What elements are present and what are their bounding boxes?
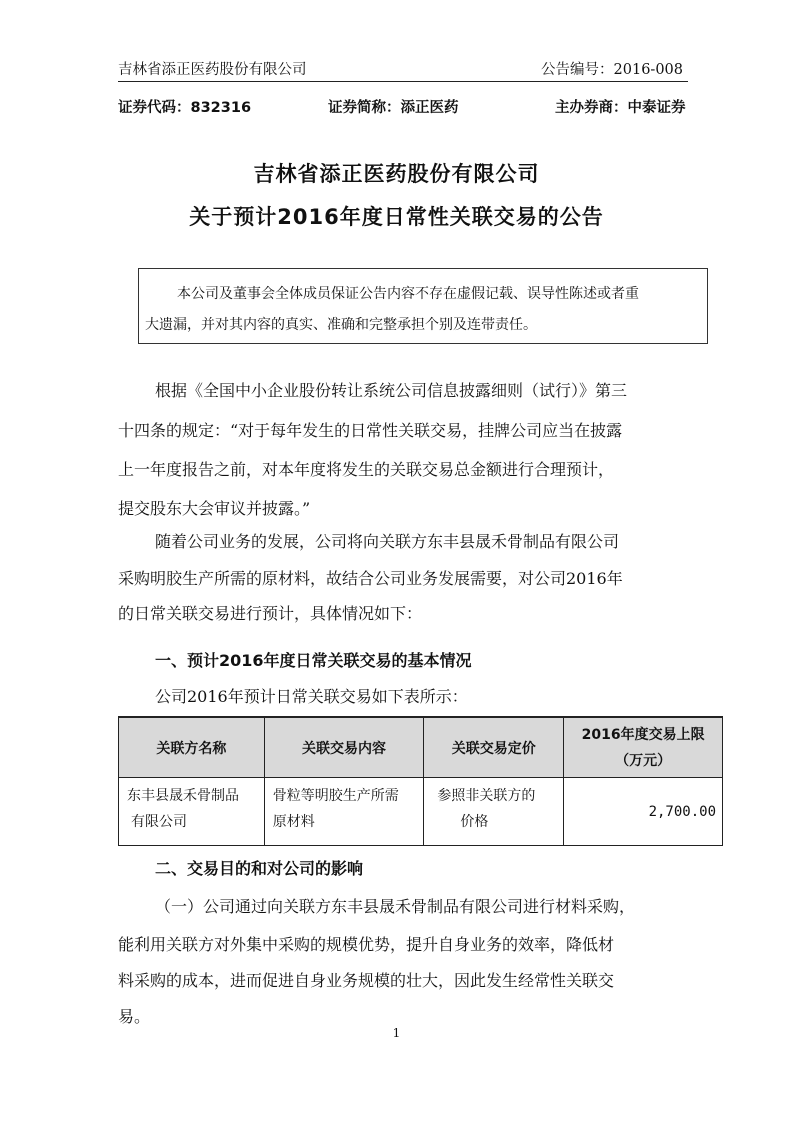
section-heading: 二、交易目的和对公司的影响 [155, 859, 364, 878]
body-text-line: 根据《全国中小企业股份转让系统公司信息披露细则（试行）》第三 [155, 381, 628, 400]
table-header-limit: 2016年度交易上限 [581, 726, 705, 743]
table-cell-content [264, 778, 424, 846]
header-divider [118, 81, 688, 82]
stock-short-name: 证券简称：添正医药 [328, 100, 459, 116]
cell-text: 骨粒等明胶生产所需 [272, 788, 399, 804]
body-text-line: 十四条的规定：“对于每年发生的日常性关联交易，挂牌公司应当在披露 [118, 421, 623, 440]
related-transactions-table [118, 716, 723, 846]
body-text-line: 的日常关联交易进行预计，具体情况如下： [118, 604, 423, 623]
stock-code: 证券代码：832316 [118, 100, 252, 116]
disclaimer-line: 大遗漏，并对其内容的真实、准确和完整承担个别及连带责任。 [145, 317, 537, 333]
header-notice-number: 公告编号：2016-008 [541, 62, 683, 78]
disclaimer-box [138, 268, 708, 344]
body-text-line: 采购明胶生产所需的原材料，故结合公司业务发展需要，对公司2016年 [118, 569, 623, 588]
table-row [119, 778, 723, 846]
cell-text: 原材料 [272, 814, 315, 830]
section-heading: 一、预计2016年度日常关联交易的基本情况 [155, 651, 472, 670]
page-number: 1 [392, 1026, 401, 1040]
table-cell-limit: 2,700.00 [564, 778, 723, 846]
table-header-unit: （万元） [615, 752, 672, 769]
body-text-line: 公司2016年预计日常关联交易如下表所示： [155, 687, 468, 706]
cell-text: 有限公司 [131, 814, 187, 830]
header-company: 吉林省添正医药股份有限公司 [118, 62, 307, 78]
table-header-cell: 关联交易定价 [424, 717, 564, 778]
disclaimer-line: 本公司及董事会全体成员保证公告内容不存在虚假记载、误导性陈述或者重 [177, 286, 639, 302]
table-cell-party [119, 778, 265, 846]
body-text-line: 提交股东大会审议并披露。” [118, 499, 311, 518]
cell-text: 价格 [460, 814, 489, 830]
table-header-cell: 关联方名称 [119, 717, 265, 778]
cell-text: 东丰县晟禾骨制品 [127, 788, 239, 804]
table-cell-pricing [424, 778, 564, 846]
body-text-line: 易。 [118, 1007, 151, 1026]
document-title-company: 吉林省添正医药股份有限公司 [253, 162, 540, 186]
cell-text: 参照非关联方的 [437, 788, 536, 804]
table-header-row [119, 717, 723, 778]
body-text-line: 随着公司业务的发展，公司将向关联方东丰县晟禾骨制品有限公司 [155, 532, 620, 551]
body-text-line: 料采购的成本，进而促进自身业务规模的壮大，因此发生经常性关联交 [118, 971, 615, 990]
body-text-line: （一）公司通过向关联方东丰县晟禾骨制品有限公司进行材料采购， [155, 897, 636, 916]
body-text-line: 上一年度报告之前，对本年度将发生的关联交易总金额进行合理预计， [118, 460, 615, 479]
table-header-cell: 关联交易内容 [264, 717, 424, 778]
document-title-subject: 关于预计2016年度日常性关联交易的公告 [189, 205, 604, 229]
table-header-cell [564, 717, 723, 778]
sponsor-broker: 主办券商：中泰证券 [555, 100, 686, 116]
body-text-line: 能利用关联方对外集中采购的规模优势，提升自身业务的效率，降低材 [118, 935, 615, 954]
